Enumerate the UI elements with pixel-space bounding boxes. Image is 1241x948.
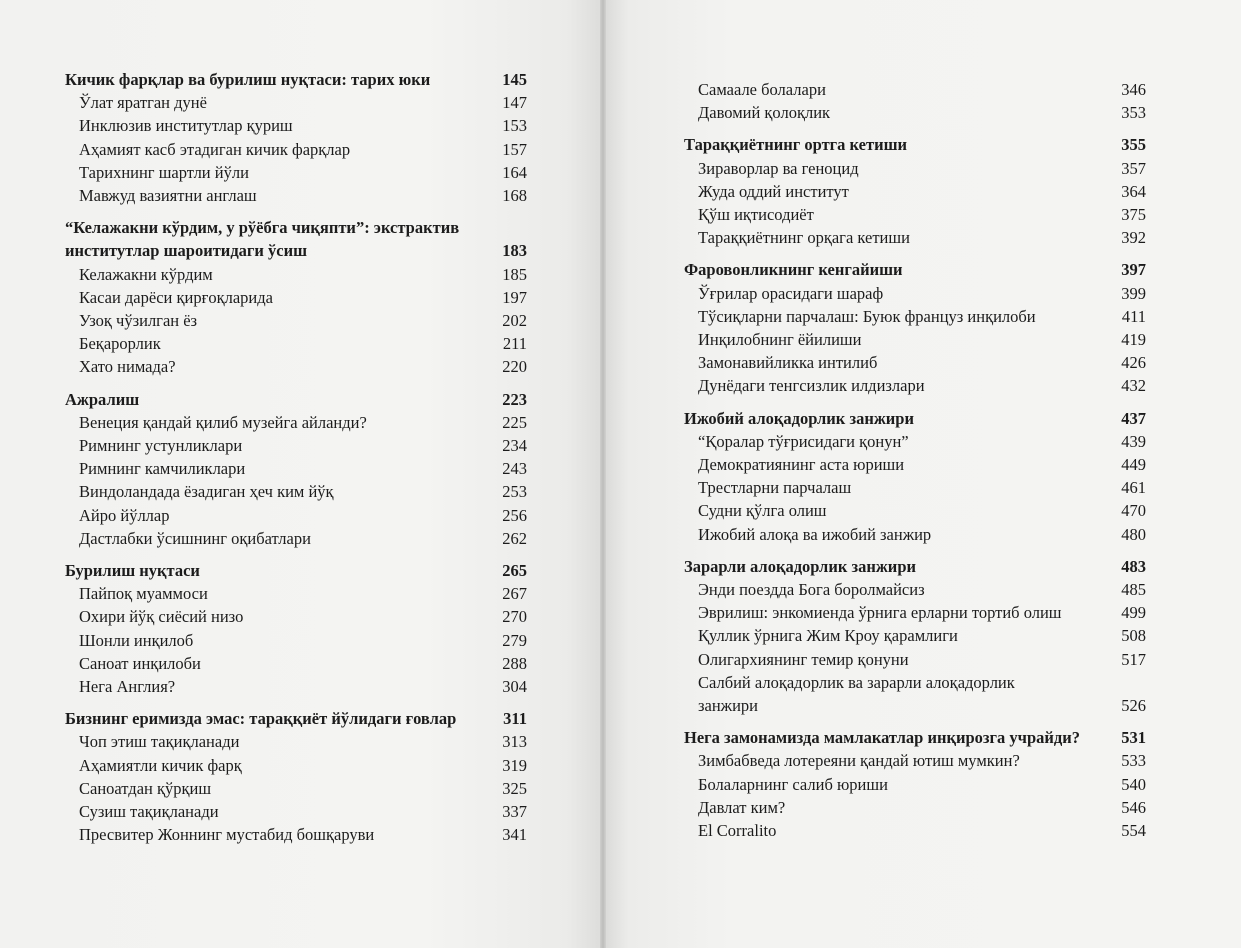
- toc-page-number: 157: [502, 139, 527, 159]
- toc-entry-title: “Келажакни кўрдим, у рўёбга чиқяпти”: экстрактив институтлар шароитидаги ўсиш: [65, 218, 460, 261]
- toc-page-number: 485: [1121, 580, 1146, 600]
- toc-entry-title: Айро йўллар: [79, 505, 170, 525]
- toc-page-number: 288: [502, 653, 527, 673]
- toc-entry-title: Зимбабведа лотереяни қандай ютиш мумкин?: [698, 751, 1020, 771]
- toc-entry-title: Шонли инқилоб: [79, 630, 194, 650]
- toc-subsection: [65, 527, 527, 550]
- toc-page-number: 432: [1121, 376, 1146, 396]
- toc-subsection: [65, 91, 527, 114]
- toc-entry-title: Трестларни парчалаш: [698, 478, 852, 498]
- toc-entry-title: Энди поездда Бога боролмайсиз: [698, 580, 925, 600]
- toc-subsection: [684, 523, 1146, 546]
- toc-entry-title: El Corralito: [698, 821, 777, 841]
- toc-entry-title: Венеция қандай қилиб музейга айланди?: [79, 412, 367, 432]
- toc-page-number: 223: [502, 389, 527, 409]
- toc-entry-title: Тарихнинг шартли йўли: [79, 162, 249, 182]
- toc-entry-title: Аҳамият касб этадиган кичик фарқлар: [79, 139, 351, 159]
- toc-subsection: [65, 286, 527, 309]
- toc-page-number: 337: [502, 802, 527, 822]
- toc-entry-title: Тараққиётнинг ортга кетиши: [684, 135, 908, 155]
- toc-entry-title: Қўш иқтисодиёт: [698, 205, 814, 225]
- toc-page-number: 364: [1121, 181, 1146, 201]
- toc-entry-title: Мавжуд вазиятни англаш: [79, 186, 257, 206]
- toc-subsection: [684, 328, 1146, 351]
- toc-subsection: [65, 800, 527, 823]
- toc-subsection: [684, 282, 1146, 305]
- toc-page-number: 546: [1121, 797, 1146, 817]
- toc-entry-title: Олигархиянинг темир қонуни: [698, 649, 909, 669]
- toc-chapter: [684, 726, 1146, 749]
- toc-entry-title: Виндоландада ёзадиган ҳеч ким йўқ: [79, 482, 334, 502]
- toc-page-number: 243: [502, 459, 527, 479]
- toc-chapter: [65, 707, 527, 730]
- toc-subsection: [65, 582, 527, 605]
- toc-entry-title: Нега замонамизда мамлакатлар инқирозга учрайди?: [684, 728, 1080, 748]
- toc-entry-title: Дастлабки ўсишнинг оқибатлари: [79, 528, 311, 548]
- toc-page-number: 304: [502, 677, 527, 697]
- toc-page-number: 375: [1121, 205, 1146, 225]
- toc-page-number: 313: [502, 732, 527, 752]
- toc-subsection: [684, 78, 1146, 101]
- toc-page-number: 270: [502, 607, 527, 627]
- toc-page-number: 392: [1121, 228, 1146, 248]
- toc-chapter: [684, 407, 1146, 430]
- toc-entry-title: Хато нимада?: [79, 357, 176, 377]
- toc-page-number: 153: [502, 116, 527, 136]
- toc-page-number: 449: [1121, 455, 1146, 475]
- toc-page-number: 439: [1121, 431, 1146, 451]
- toc-entry-title: Узоқ чўзилган ёз: [79, 311, 198, 331]
- toc-subsection: [65, 652, 527, 675]
- toc-subsection: [65, 777, 527, 800]
- toc-page-number: 437: [1121, 408, 1146, 428]
- toc-page-number: 262: [502, 528, 527, 548]
- toc-entry-title: Кичик фарқлар ва бурилиш нуқтаси: тарих юки: [65, 70, 431, 89]
- toc-entry-title: Замонавийликка интилиб: [698, 353, 878, 373]
- toc-subsection: [684, 430, 1146, 453]
- toc-page-number: 353: [1121, 103, 1146, 123]
- toc-page-number: 183: [502, 241, 527, 261]
- toc-subsection: [65, 161, 527, 184]
- toc-page-number: 265: [502, 561, 527, 581]
- toc-page-number: 517: [1121, 649, 1146, 669]
- toc-page-number: 419: [1121, 330, 1146, 350]
- toc-subsection: [684, 499, 1146, 522]
- toc-page-number: 267: [502, 584, 527, 604]
- toc-entry-title: Қуллик ўрнига Жим Кроу қарамлиги: [698, 626, 958, 646]
- toc-page-number: 426: [1121, 353, 1146, 373]
- toc-page-number: 279: [502, 630, 527, 650]
- toc-subsection: [65, 263, 527, 286]
- toc-subsection: [684, 773, 1146, 796]
- toc-page-number: 397: [1121, 260, 1146, 280]
- toc-page-number: 508: [1121, 626, 1146, 646]
- toc-page-number: 357: [1121, 158, 1146, 178]
- toc-subsection: [684, 453, 1146, 476]
- toc-page-number: 253: [502, 482, 527, 502]
- toc-entry-title: Болаларнинг салиб юриши: [698, 774, 888, 794]
- toc-page-number: 554: [1121, 821, 1146, 841]
- toc-subsection: [65, 411, 527, 434]
- toc-page-number: 411: [1121, 306, 1146, 326]
- toc-page-number: 147: [502, 93, 527, 113]
- toc-page-number: 355: [1121, 135, 1146, 155]
- toc-subsection: [65, 434, 527, 457]
- toc-entry-title: Саноатдан қўрқиш: [79, 778, 212, 798]
- toc-entry-title: Аҳамиятли кичик фарқ: [79, 755, 242, 775]
- toc-entry-title: Зарарли алоқадорлик занжири: [684, 556, 916, 576]
- toc-page-number: 256: [502, 505, 527, 525]
- toc-entry-title: Фаровонликнинг кенгайиши: [684, 260, 903, 280]
- toc-entry-title: Нега Англия?: [79, 677, 176, 697]
- toc-subsection: [684, 578, 1146, 601]
- toc-page-number: 346: [1121, 80, 1146, 99]
- toc-chapter: [65, 216, 527, 262]
- toc-subsection: [65, 629, 527, 652]
- toc-page-number: 197: [502, 287, 527, 307]
- toc-subsection: [684, 476, 1146, 499]
- toc-page-number: 319: [502, 755, 527, 775]
- toc-entry-title: Тараққиётнинг орқага кетиши: [698, 228, 910, 248]
- toc-page-number: 234: [502, 436, 527, 456]
- toc-page-number: 145: [502, 70, 527, 89]
- toc-subsection: [65, 332, 527, 355]
- toc-entry-title: Келажакни кўрдим: [79, 264, 213, 284]
- book-gutter: [600, 0, 606, 948]
- toc-subsection: [65, 823, 527, 846]
- toc-page-number: 499: [1121, 603, 1146, 623]
- toc-entry-title: Ижобий алоқадорлик занжири: [684, 408, 914, 428]
- toc-entry-title: Инқилобнинг ёйилиши: [698, 330, 862, 350]
- toc-subsection: [684, 648, 1146, 671]
- toc-entry-title: Самаале болалари: [698, 80, 826, 99]
- toc-chapter: [65, 68, 527, 91]
- toc-page-number: 399: [1121, 283, 1146, 303]
- toc-subsection: [684, 374, 1146, 397]
- toc-entry-title: Охири йўқ сиёсий низо: [79, 607, 244, 627]
- toc-subsection: [65, 480, 527, 503]
- toc-page-number: 531: [1121, 728, 1146, 748]
- toc-entry-title: Зираворлар ва геноцид: [698, 158, 859, 178]
- toc-entry-title: Судни қўлга олиш: [698, 501, 827, 521]
- toc-entry-title: Тўсиқларни парчалаш: Буюк француз инқилоби: [698, 306, 1036, 326]
- toc-entry-title: Ижобий алоқа ва ижобий занжир: [698, 524, 932, 544]
- toc-subsection: [65, 730, 527, 753]
- toc-entry-title: Саноат инқилоби: [79, 653, 201, 673]
- toc-page-number: 540: [1121, 774, 1146, 794]
- toc-entry-title: Касаи дарёси қирғоқларида: [79, 287, 273, 307]
- table-of-contents-left: [65, 68, 527, 847]
- toc-page-number: 220: [502, 357, 527, 377]
- toc-chapter: [684, 258, 1146, 281]
- toc-subsection: [65, 355, 527, 378]
- toc-chapter: [684, 555, 1146, 578]
- toc-subsection: [684, 101, 1146, 124]
- toc-subsection: [684, 203, 1146, 226]
- toc-subsection: [65, 114, 527, 137]
- toc-subsection: [65, 138, 527, 161]
- toc-subsection: [65, 754, 527, 777]
- toc-subsection: [684, 819, 1146, 842]
- toc-subsection: [684, 305, 1146, 328]
- toc-chapter: [65, 388, 527, 411]
- toc-subsection: [684, 180, 1146, 203]
- toc-subsection: [684, 671, 1146, 717]
- toc-subsection: [65, 504, 527, 527]
- toc-page-number: 483: [1121, 556, 1146, 576]
- toc-page-number: 526: [1121, 696, 1146, 716]
- toc-chapter: [65, 559, 527, 582]
- toc-page-number: 341: [502, 825, 527, 845]
- toc-entry-title: Ўлат яратган дунё: [79, 93, 207, 113]
- toc-entry-title: Ажралиш: [65, 389, 140, 409]
- toc-entry-title: Пайпоқ муаммоси: [79, 584, 208, 604]
- toc-entry-title: Ўғрилар орасидаги шараф: [698, 283, 884, 303]
- toc-page-number: 225: [502, 412, 527, 432]
- toc-entry-title: Дунёдаги тенгсизлик илдизлари: [698, 376, 925, 396]
- toc-page-number: 461: [1121, 478, 1146, 498]
- toc-entry-title: Бизнинг еримизда эмас: тараққиёт йўлидаги ғовлар: [65, 709, 457, 729]
- toc-entry-title: “Қоралар тўғрисидаги қонун”: [698, 431, 909, 451]
- toc-subsection: [65, 184, 527, 207]
- toc-entry-title: Инклюзив институтлар қуриш: [79, 116, 293, 136]
- toc-page-number: 168: [502, 186, 527, 206]
- toc-entry-title: Римнинг камчиликлари: [79, 459, 246, 479]
- toc-page-number: 470: [1121, 501, 1146, 521]
- toc-entry-title: Сузиш тақиқланади: [79, 802, 219, 822]
- toc-subsection: [65, 457, 527, 480]
- toc-subsection: [684, 226, 1146, 249]
- toc-page-number: 533: [1121, 751, 1146, 771]
- toc-page-number: 480: [1121, 524, 1146, 544]
- toc-subsection: [684, 796, 1146, 819]
- toc-entry-title: Эврилиш: энкомиенда ўрнига ерларни тортиб олиш: [698, 603, 1062, 623]
- table-of-contents-right: [684, 78, 1146, 842]
- toc-subsection: [65, 309, 527, 332]
- toc-subsection: [684, 749, 1146, 772]
- toc-entry-title: Бурилиш нуқтаси: [65, 561, 200, 581]
- toc-subsection: [65, 605, 527, 628]
- toc-entry-title: Демократиянинг аста юриши: [698, 455, 905, 475]
- toc-entry-title: Пресвитер Жоннинг мустабид бошқаруви: [79, 825, 375, 845]
- toc-page-number: 311: [503, 709, 527, 729]
- toc-chapter: [684, 133, 1146, 156]
- toc-subsection: [684, 624, 1146, 647]
- toc-page-number: 202: [502, 311, 527, 331]
- toc-entry-title: Жуда оддий институт: [698, 181, 849, 201]
- toc-subsection: [684, 157, 1146, 180]
- toc-page-number: 325: [502, 778, 527, 798]
- toc-entry-title: Беқарорлик: [79, 334, 161, 354]
- toc-subsection: [684, 601, 1146, 624]
- toc-entry-title: Салбий алоқадорлик ва зарарли алоқадорлик занжири: [698, 672, 1015, 716]
- toc-entry-title: Чоп этиш тақиқланади: [79, 732, 240, 752]
- toc-page-number: 164: [502, 162, 527, 182]
- toc-page-number: 211: [502, 334, 527, 354]
- toc-entry-title: Давлат ким?: [698, 797, 786, 817]
- toc-page-number: 185: [502, 264, 527, 284]
- toc-subsection: [684, 351, 1146, 374]
- toc-subsection: [65, 675, 527, 698]
- toc-entry-title: Римнинг устунликлари: [79, 436, 243, 456]
- toc-entry-title: Давомий қолоқлик: [698, 103, 831, 123]
